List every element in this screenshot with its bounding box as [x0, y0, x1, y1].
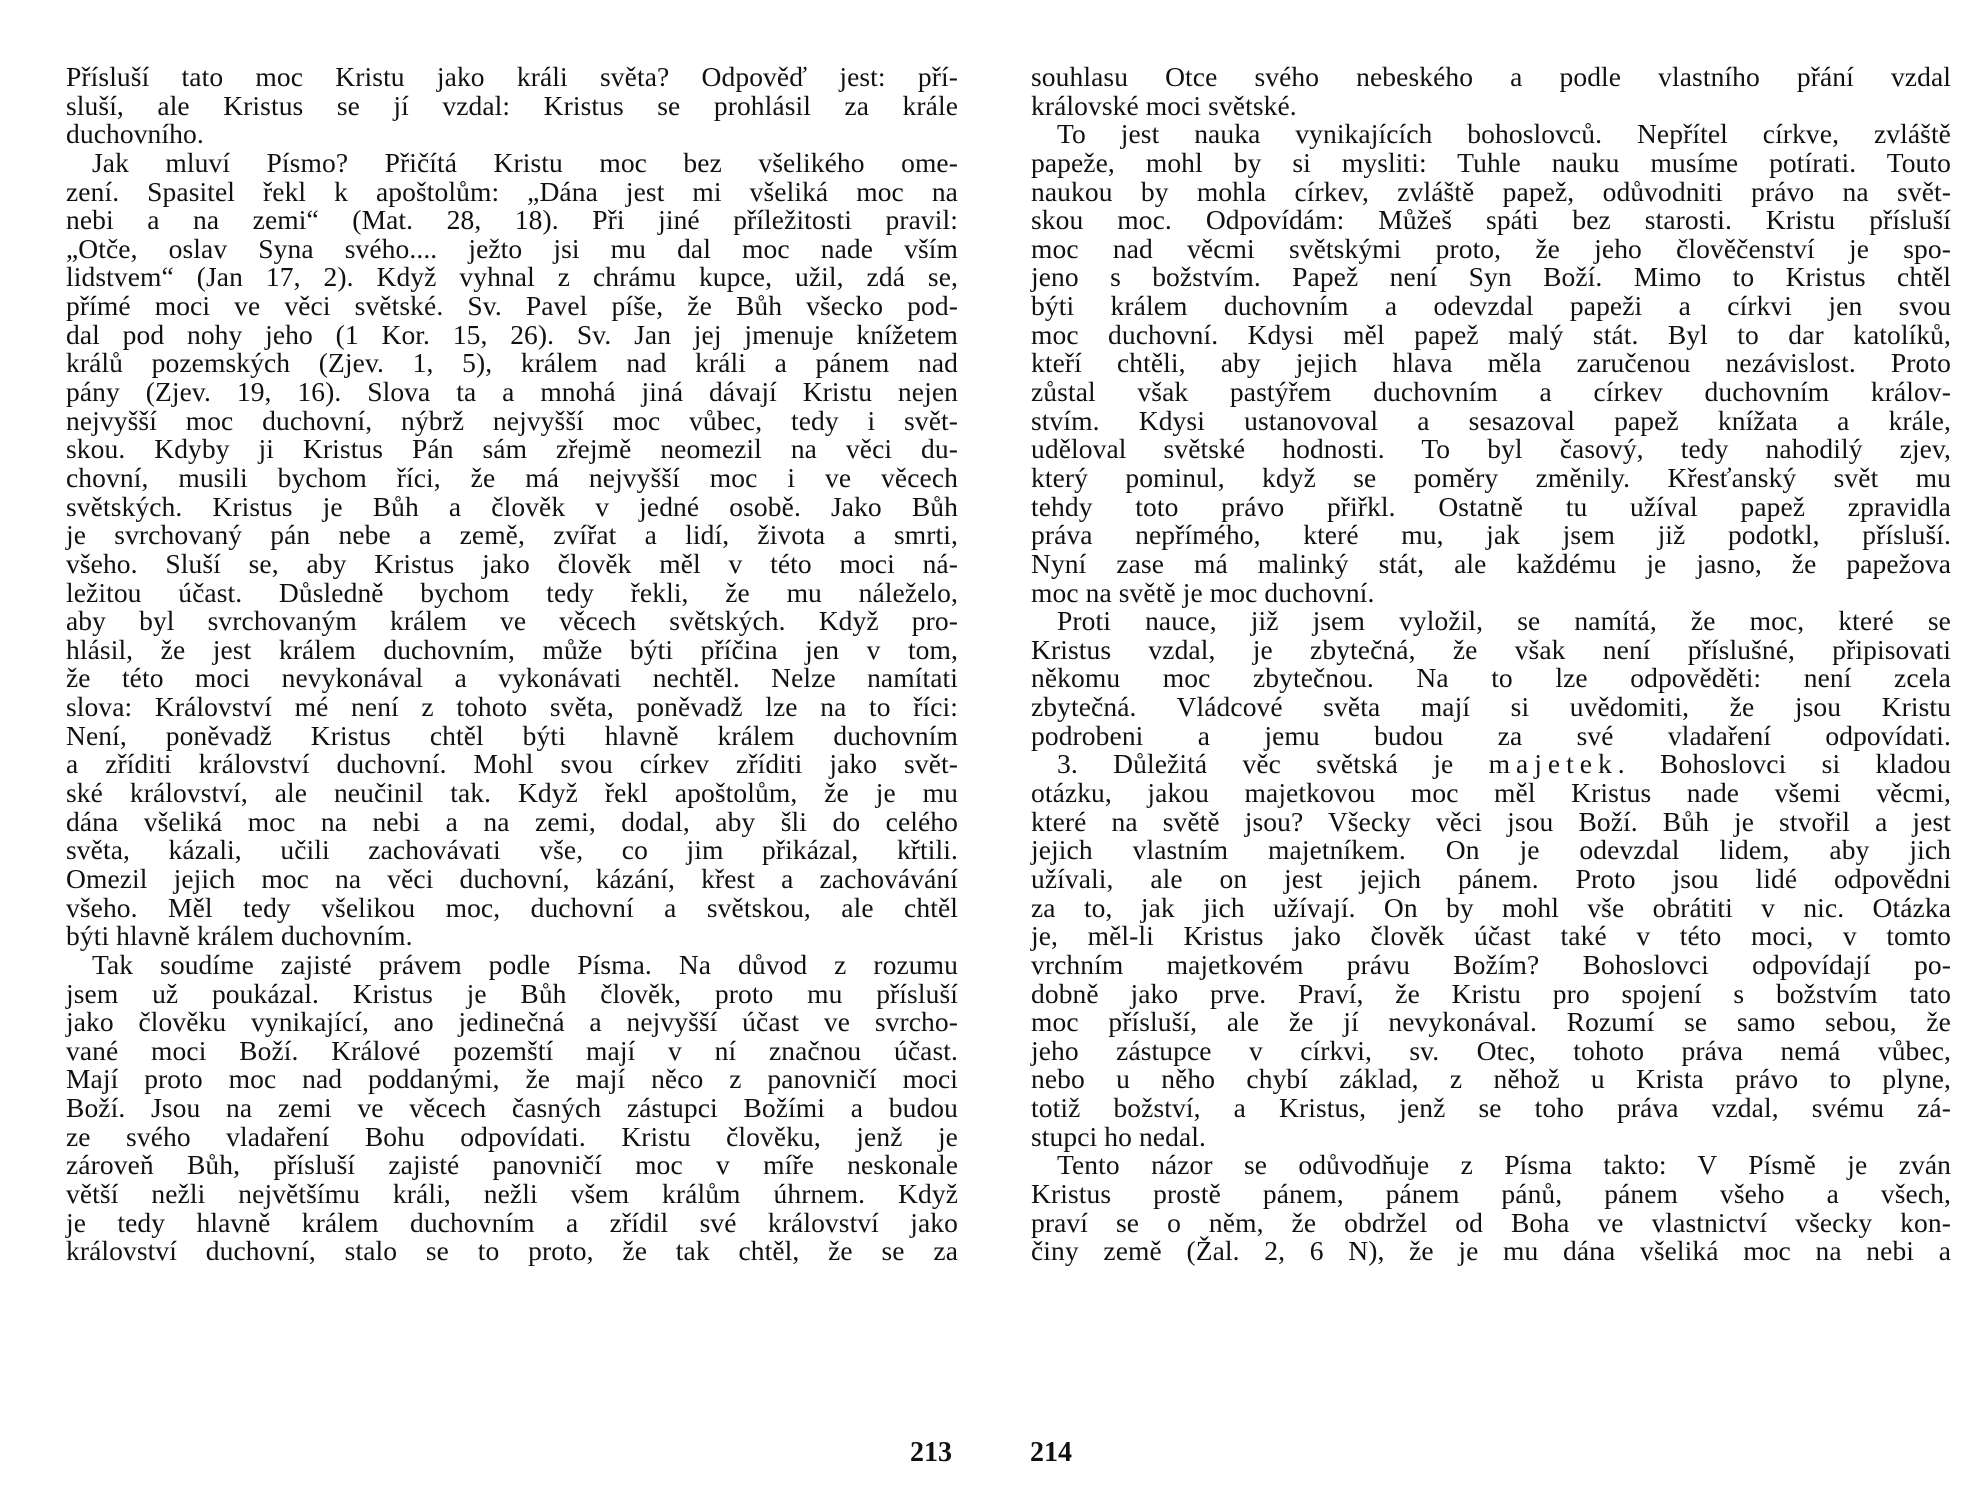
text-line: královské moci světské.	[1031, 89, 1297, 121]
text-line: pány (Zjev. 19, 16). Slova ta a mnohá jiná dávají Kristu nejen	[66, 376, 958, 408]
text-line: Kristus prostě pánem, pánem pánů, pánem všeho a všech,	[1031, 1177, 1951, 1209]
text-line: jeno s božstvím. Papež není Syn Boží. Mimo to Kristus chtěl	[1031, 261, 1951, 293]
text-line: ležitou účast. Důsledně bychom tedy řekli, že mu náleželo,	[66, 576, 958, 608]
text-line: všeho. Sluší se, aby Kristus jako člověk měl v této moci ná-	[66, 547, 958, 579]
text-line: za to, jak jich užívají. On by mohl vše obrátiti v nic. Otázka	[1031, 891, 1951, 923]
text-line: který pominul, když se poměry změnily. Křesťanský svět mu	[1031, 461, 1951, 493]
text-line: jejich vlastním majetníkem. On je odevzdal lidem, aby jich	[1031, 834, 1951, 866]
text-line: ze svého vladaření Bohu odpovídati. Kristu člověku, jenž je	[66, 1120, 958, 1152]
text-line: všeho. Měl tedy všelikou moc, duchovní a světskou, ale chtěl	[66, 891, 958, 923]
text-line: souhlasu Otce svého nebeského a podle vlastního přání vzdal	[1031, 61, 1951, 92]
text-line: hlásil, že jest králem duchovním, může býti příčina jen v tom,	[66, 633, 958, 665]
text-line: moc přísluší, ale že jí nevykonával. Rozumí se samo sebou, že	[1031, 1006, 1951, 1038]
text-line: Kristus vzdal, je zbytečná, že však není příslušné, připisovati	[1031, 633, 1951, 665]
text-line: otázku, jakou majetkovou moc měl Kristus nade všemi věcmi,	[1031, 777, 1951, 809]
text-line: totiž božství, a Kristus, jenž se toho práva vzdal, svému zá-	[1031, 1092, 1951, 1124]
text-line: moc duchovní. Kdysi měl papež malý stát. Byl to dar katolíků,	[1031, 318, 1951, 350]
text-line: králů pozemských (Zjev. 1, 5), králem nad králi a pánem nad	[66, 347, 958, 379]
text-line	[1031, 750, 1951, 779]
text-line: nebi a na zemi“ (Mat. 28, 18). Při jiné příležitosti pravil:	[66, 204, 958, 236]
text-fragment: . Bohoslovci si kladou	[1617, 748, 1952, 780]
text-line: Nyní zase má malinký stát, ale každému je jasno, že papežova	[1031, 547, 1951, 579]
emphasized-word: majetek	[1488, 748, 1618, 780]
text-line: skou moc. Odpovídám: Můžeš spáti bez starosti. Kristu přísluší	[1031, 204, 1951, 236]
text-line: činy země (Žal. 2, 6 N), že je mu dána všeliká moc na nebi a	[1031, 1235, 1951, 1267]
text-line: dal pod nohy jeho (1 Kor. 15, 26). Sv. Jan jej jmenuje knížetem	[66, 318, 958, 350]
text-line: Proti nauce, již jsem vyložil, se namítá, že moc, které se	[1057, 605, 1951, 637]
text-line: jeho zástupce v církvi, sv. Otec, tohoto práva nemá vůbec,	[1031, 1034, 1951, 1066]
text-line: zení. Spasitel řekl k apoštolům: „Dána jest mi všeliká moc na	[66, 175, 958, 207]
text-line: podrobeni a jemu budou za své vladaření odpovídati.	[1031, 719, 1951, 751]
text-line: naukou by mohla církev, zvláště papež, odůvodniti právo na svět-	[1031, 175, 1951, 207]
text-line: ské království, ale neučinil tak. Když řekl apoštolům, že je mu	[66, 777, 958, 809]
page-number-left: 213	[910, 1437, 952, 1468]
text-line: tehdy toto právo přiřkl. Ostatně tu užíval papež zpravidla	[1031, 490, 1951, 522]
text-line: Není, poněvadž Kristus chtěl býti hlavně králem duchovním	[66, 719, 958, 751]
text-line: zbytečná. Vládcové světa mají si uvědomiti, že jsou Kristu	[1031, 691, 1951, 723]
text-line: nebo u něho chybí základ, z něhož u Krista právo to plyne,	[1031, 1063, 1951, 1095]
text-line: uděloval světské hodnosti. To byl časový, tedy nahodilý zjev,	[1031, 433, 1951, 465]
text-line: Tak soudíme zajisté právem podle Písma. Na důvod z rozumu	[92, 948, 958, 980]
text-line: a zříditi království duchovní. Mohl svou církev zříditi jako svět-	[66, 748, 958, 780]
text-line: vané moci Boží. Králové pozemští mají v ní značnou účast.	[66, 1034, 958, 1066]
text-line: užívali, ale on jest jejich pánem. Proto jsou lidé odpovědni	[1031, 862, 1951, 894]
text-line: zároveň Bůh, přísluší zajisté panovničí moc v míře neskonale	[66, 1149, 958, 1181]
text-line: jsem už poukázal. Kristus je Bůh člověk, proto mu přísluší	[66, 977, 958, 1009]
text-line: přímé moci ve věci světské. Sv. Pavel píše, že Bůh všecko pod-	[66, 290, 958, 322]
text-line: je tedy hlavně králem duchovním a zřídil své království jako	[66, 1206, 958, 1238]
text-line: „Otče, oslav Syna svého.... ježto jsi mu dal moc nade vším	[66, 232, 958, 264]
text-line: stupci ho nedal.	[1031, 1120, 1206, 1152]
text-line: že této moci nevykonával a vykonávati nechtěl. Nelze namítati	[66, 662, 958, 694]
text-line: někomu moc zbytečnou. Na to lze odpověděti: není zcela	[1031, 662, 1951, 694]
text-line: býti králem duchovním a odevzdal papeži a církvi jen svou	[1031, 290, 1951, 322]
text-line: nejvyšší moc duchovní, nýbrž nejvyšší moc vůbec, tedy i svět-	[66, 404, 958, 436]
text-line: chovní, musili bychom říci, že má nejvyšší moc i ve věcech	[66, 461, 958, 493]
text-line: Tento názor se odůvodňuje z Písma takto: V Písmě je zván	[1057, 1149, 1951, 1181]
text-line: duchovního.	[66, 118, 204, 150]
text-line: světa, kázali, učili zachovávati vše, co jim přikázal, křtili.	[66, 834, 958, 866]
text-line: To jest nauka vynikajících bohoslovců. Nepřítel církve, zvláště	[1057, 118, 1951, 150]
text-line: kteří chtěli, aby jejich hlava měla zaručenou nezávislost. Proto	[1031, 347, 1951, 379]
text-line: které na světě jsou? Všecky věci jsou Boží. Bůh je stvořil a jest	[1031, 805, 1951, 837]
text-line: stvím. Kdysi ustanovoval a sesazoval papež knížata a krále,	[1031, 404, 1951, 436]
text-line: sluší, ale Kristus se jí vzdal: Kristus se prohlásil za krále	[66, 89, 958, 121]
text-line: království duchovní, stalo se to proto, že tak chtěl, že se za	[66, 1235, 958, 1267]
text-line: práva nepřímého, které mu, jak jsem již podotkl, přísluší.	[1031, 519, 1951, 551]
text-line: moc nad věcmi světskými proto, že jeho člověčenství je spo-	[1031, 232, 1951, 264]
text-line: vrchním majetkovém právu Božím? Bohoslovci odpovídají po-	[1031, 948, 1951, 980]
left-page	[66, 63, 958, 1266]
text-line: dobně jako prve. Praví, že Kristu pro spojení s božstvím tato	[1031, 977, 1951, 1009]
text-line: dána všeliká moc na nebi a na zemi, dodal, aby šli do celého	[66, 805, 958, 837]
text-line: Omezil jejich moc na věci duchovní, kázání, křest a zachovávání	[66, 862, 958, 894]
text-line: je, měl-li Kristus jako člověk účast také v této moci, v tomto	[1031, 920, 1951, 952]
text-line: praví se o něm, že obdržel od Boha ve vlastnictví všecky kon-	[1031, 1206, 1951, 1238]
text-line: skou. Kdyby ji Kristus Pán sám zřejmě neomezil na věci du-	[66, 433, 958, 465]
page-number-right: 214	[1030, 1437, 1072, 1468]
text-line: Přísluší tato moc Kristu jako králi světa? Odpověď jest: pří-	[66, 61, 958, 92]
text-line: moc na světě je moc duchovní.	[1031, 576, 1375, 608]
right-page	[1031, 63, 1951, 1266]
text-line: Boží. Jsou na zemi ve věcech časných zástupci Božími a budou	[66, 1092, 958, 1124]
text-line: lidstvem“ (Jan 17, 2). Když vyhnal z chrámu kupce, užil, zdá se,	[66, 261, 958, 293]
text-line: Mají proto moc nad poddanými, že mají něco z panovničí moci	[66, 1063, 958, 1095]
text-line: býti hlavně králem duchovním.	[66, 920, 413, 952]
text-fragment: 3. Důležitá věc světská je	[1057, 748, 1489, 780]
text-line: zůstal však pastýřem duchovním a církev duchovním králov-	[1031, 376, 1951, 408]
text-line: je svrchovaný pán nebe a země, zvířat a lidí, života a smrti,	[66, 519, 958, 551]
text-line: jako člověku vynikající, ano jedinečná a nejvyšší účast ve svrcho-	[66, 1006, 958, 1038]
text-line: větší nežli největšímu králi, nežli všem králům úhrnem. Když	[66, 1177, 958, 1209]
text-line: slova: Království mé není z tohoto světa, poněvadž lze na to říci:	[66, 691, 958, 723]
text-line: světských. Kristus je Bůh a člověk v jedné osobě. Jako Bůh	[66, 490, 958, 522]
text-line: aby byl svrchovaným králem ve věcech světských. Když pro-	[66, 605, 958, 637]
text-line: papeže, mohl by si mysliti: Tuhle nauku musíme potírati. Touto	[1031, 146, 1951, 178]
text-line: Jak mluví Písmo? Přičítá Kristu moc bez všelikého ome-	[92, 146, 958, 178]
